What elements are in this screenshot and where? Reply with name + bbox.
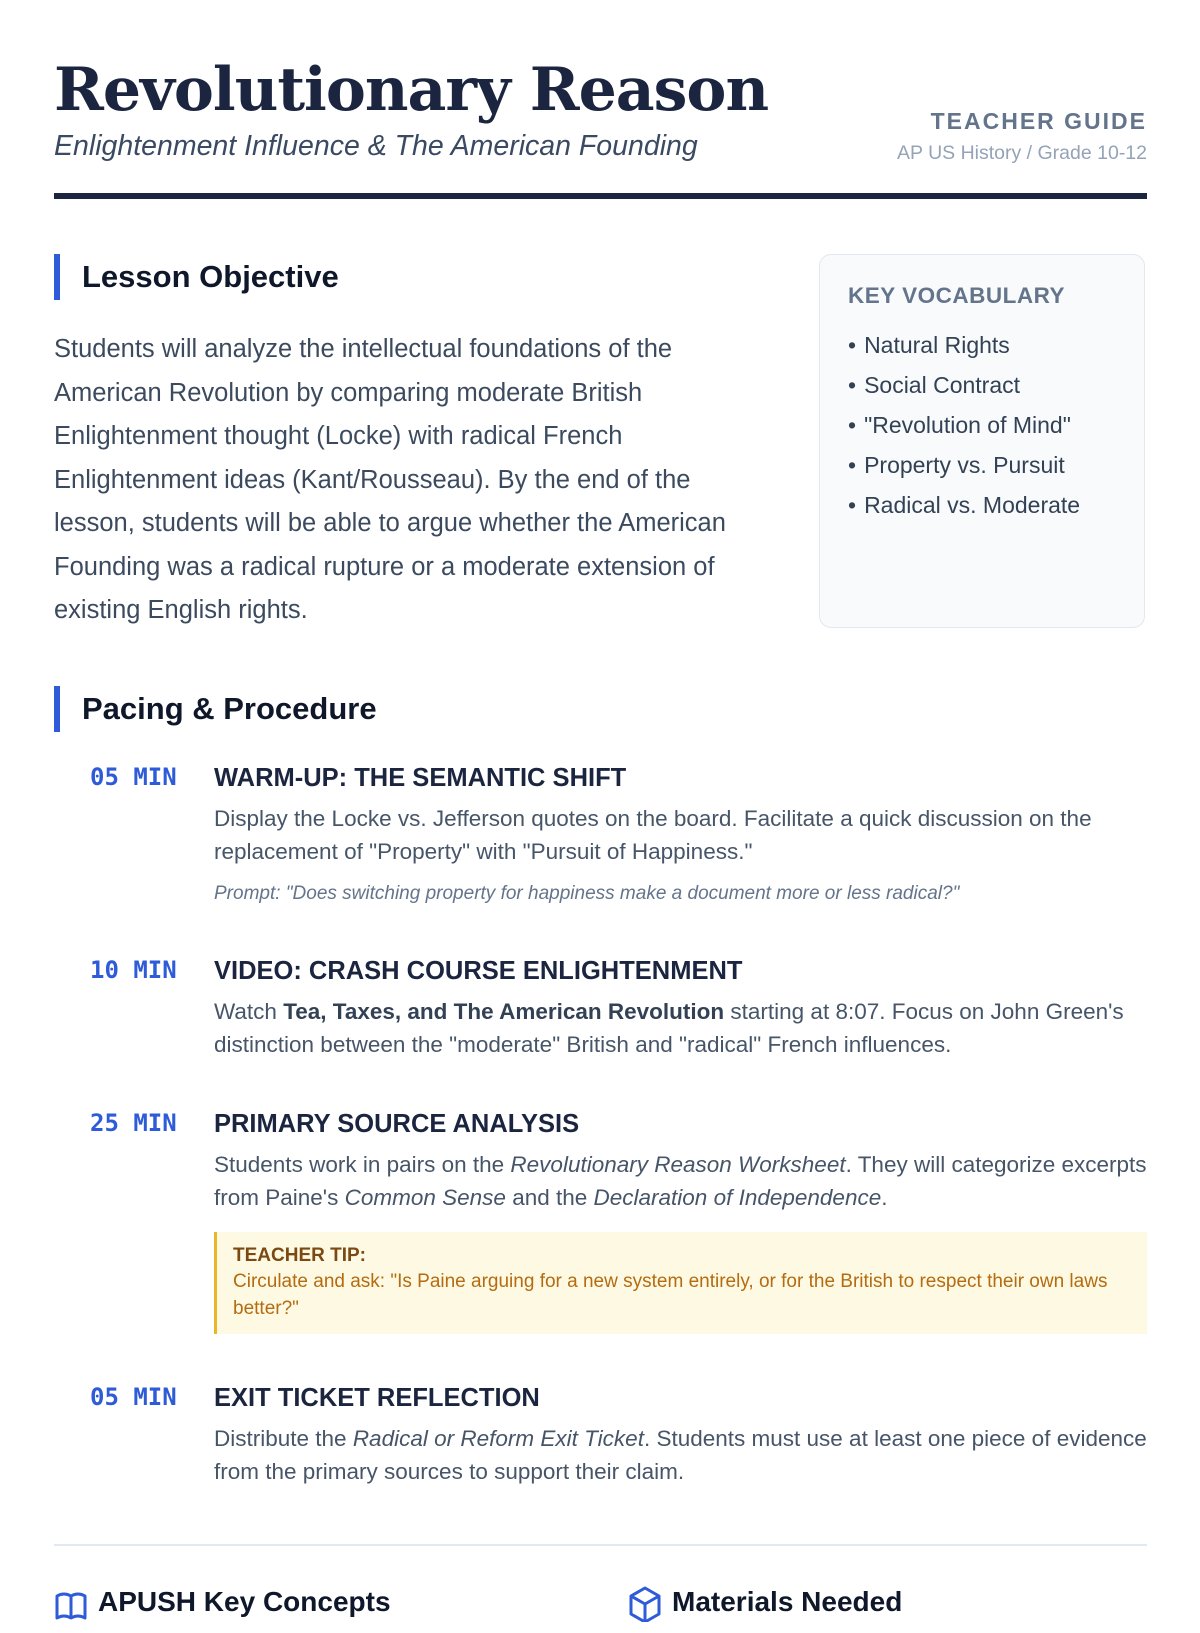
step-time: 05 MIN <box>90 763 177 791</box>
book-icon <box>54 1582 88 1622</box>
exit-ticket-title: Radical or Reform Exit Ticket <box>352 1426 644 1451</box>
materials-heading <box>628 1582 902 1622</box>
step-title: VIDEO: CRASH COURSE ENLIGHTENMENT <box>214 957 743 985</box>
vocabulary-item: • Radical vs. Moderate <box>848 485 1080 525</box>
step-description-text: . Students must use at least one piece of evidence from the primary sources to support their claim. <box>214 1426 1147 1484</box>
step-description-text: Watch <box>214 999 284 1024</box>
course-label: AP US History / Grade 10-12 <box>897 142 1147 164</box>
source-title: Declaration of Independence <box>593 1185 882 1210</box>
step-description-text: Distribute the <box>214 1426 353 1451</box>
step-time: 10 MIN <box>90 956 177 984</box>
teacher-tip-label: TEACHER TIP: <box>233 1245 366 1266</box>
step-description <box>214 1422 1147 1488</box>
vocabulary-list <box>848 325 1080 525</box>
step-prompt: Prompt: "Does switching property for happiness make a document more or less radical?" <box>214 883 960 904</box>
step-body <box>214 760 1147 908</box>
objective-text: Students will analyze the intellectual foundations of the American Revolution by comparing moderate British Enlightenment thought (Locke) with radical French Enlightenment ideas (Kant/Rousseau). By the end of the lesson, students will be able to argue whether the American Founding was a radical rupture or a moderate extension of existing English rights. <box>54 335 726 624</box>
footer-heading-text: Materials Needed <box>672 1586 903 1617</box>
source-title: Common Sense <box>344 1185 506 1210</box>
step-body <box>214 953 1147 1061</box>
header-divider <box>54 193 1147 199</box>
vocabulary-item: • Property vs. Pursuit <box>848 445 1080 485</box>
video-title: Tea, Taxes, and The American Revolution <box>283 999 725 1024</box>
page-subtitle: Enlightenment Influence & The American Founding <box>54 130 698 162</box>
objective-heading: Lesson Objective <box>54 254 339 300</box>
vocabulary-card <box>819 254 1145 628</box>
page-title: Revolutionary Reason <box>54 55 769 125</box>
teacher-tip-text: Circulate and ask: "Is Paine arguing for a new system entirely, or for the British to respect their own laws better?" <box>233 1271 1108 1319</box>
footer-divider <box>54 1544 1147 1546</box>
step-time: 05 MIN <box>90 1383 177 1411</box>
step-title: WARM-UP: THE SEMANTIC SHIFT <box>214 764 627 792</box>
step-description: Display the Locke vs. Jefferson quotes on the board. Facilitate a quick discussion on the replacement of "Property" with "Pursuit of Happiness." <box>214 806 1092 864</box>
step-title: EXIT TICKET REFLECTION <box>214 1384 540 1412</box>
box-icon <box>628 1582 662 1622</box>
step-description <box>214 995 1147 1061</box>
step-description-text: Students work in pairs on the <box>214 1152 511 1177</box>
vocabulary-item: • "Revolution of Mind" <box>848 405 1080 445</box>
vocabulary-item: • Social Contract <box>848 365 1080 405</box>
teacher-tip <box>214 1232 1147 1334</box>
teacher-guide-label: TEACHER GUIDE <box>930 108 1147 134</box>
step-description <box>214 1148 1147 1214</box>
vocabulary-item: • Natural Rights <box>848 325 1080 365</box>
step-time: 25 MIN <box>90 1109 177 1137</box>
step-description-text: and the <box>505 1185 594 1210</box>
key-concepts-heading <box>54 1582 391 1622</box>
procedure-heading: Pacing & Procedure <box>54 686 377 732</box>
step-title: PRIMARY SOURCE ANALYSIS <box>214 1110 580 1138</box>
step-description-text: starting at 8:07. Focus on John Green's distinction between the "moderate" British and "radical" French influences. <box>214 999 1124 1057</box>
step-body <box>214 1106 1147 1334</box>
step-body <box>214 1380 1147 1488</box>
step-description-text: . <box>881 1185 888 1210</box>
header <box>54 52 1147 202</box>
vocabulary-title: KEY VOCABULARY <box>848 283 1066 308</box>
worksheet-title: Revolutionary Reason Worksheet <box>510 1152 846 1177</box>
step-description-text: . They will categorize excerpts from Paine's <box>214 1152 1147 1210</box>
footer-heading-text: APUSH Key Concepts <box>98 1586 391 1617</box>
